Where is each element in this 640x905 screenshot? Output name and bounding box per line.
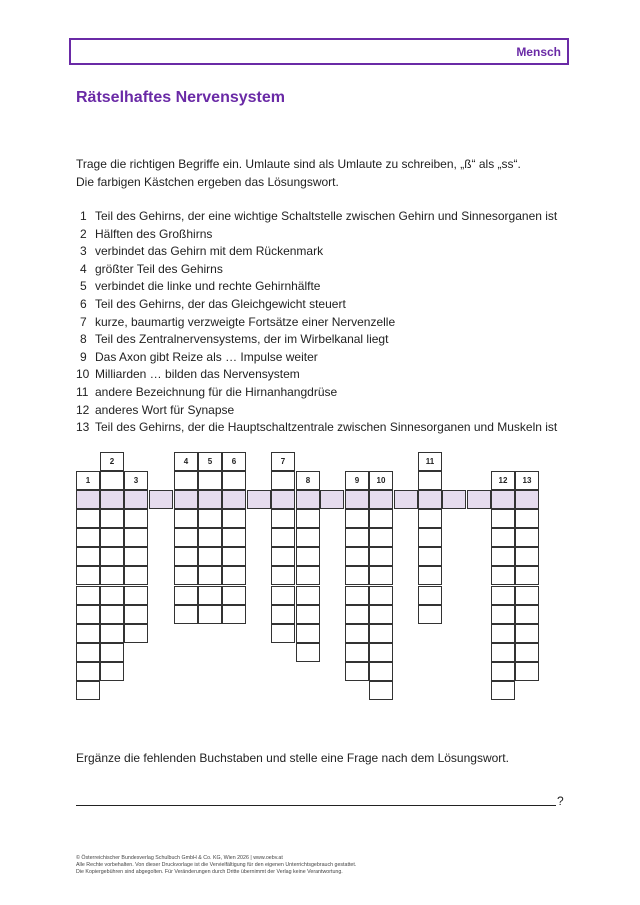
letter-cell[interactable] (369, 528, 393, 547)
clue-item (76, 314, 557, 332)
clue-number: 1 (80, 209, 87, 223)
footer (76, 855, 356, 876)
letter-cell[interactable] (418, 586, 442, 605)
letter-cell[interactable] (418, 605, 442, 624)
solution-cell[interactable] (442, 490, 466, 509)
letter-cell[interactable] (100, 547, 124, 566)
letter-cell[interactable] (491, 662, 515, 681)
letter-cell[interactable] (345, 605, 369, 624)
solution-cell[interactable] (491, 490, 515, 509)
solution-cell[interactable] (418, 490, 442, 509)
letter-cell[interactable] (76, 681, 100, 700)
grid-number-label: 1 (85, 475, 91, 485)
letter-cell[interactable] (491, 643, 515, 662)
letter-cell[interactable] (369, 547, 393, 566)
letter-cell[interactable] (76, 528, 100, 547)
letter-cell[interactable] (345, 643, 369, 662)
letter-cell[interactable] (515, 643, 539, 662)
letter-cell[interactable] (124, 528, 148, 547)
letter-cell[interactable] (515, 509, 539, 528)
clue-number: 2 (80, 226, 87, 241)
letter-cell[interactable] (369, 509, 393, 528)
solution-cell[interactable] (124, 490, 148, 509)
clue-item (76, 208, 557, 226)
letter-cell[interactable] (491, 605, 515, 624)
letter-cell[interactable] (271, 586, 295, 605)
letter-cell[interactable] (491, 509, 515, 528)
letter-cell[interactable] (76, 605, 100, 624)
letter-cell[interactable] (369, 566, 393, 585)
letter-cell[interactable] (198, 547, 222, 566)
letter-cell[interactable] (491, 624, 515, 643)
solution-cell[interactable] (222, 490, 246, 509)
clue-text: kurze, baumartig verzweigte Fortsätze einer Nervenzelle (95, 314, 396, 329)
letter-cell[interactable] (198, 586, 222, 605)
solution-cell[interactable] (198, 490, 222, 509)
letter-cell[interactable] (100, 566, 124, 585)
clue-item (76, 261, 557, 279)
letter-cell[interactable] (76, 586, 100, 605)
grid-number-label: 12 (498, 475, 508, 485)
clue-number: 4 (80, 261, 87, 276)
letter-cell[interactable] (418, 528, 442, 547)
solution-cell[interactable] (76, 490, 100, 509)
letter-cell[interactable] (76, 662, 100, 681)
letter-cell[interactable] (222, 605, 246, 624)
letter-cell[interactable] (100, 586, 124, 605)
letter-cell[interactable] (100, 528, 124, 547)
letter-cell[interactable] (222, 586, 246, 605)
solution-cell[interactable] (100, 490, 124, 509)
clue-number: 10 (76, 367, 90, 382)
footer-line-3: Die Kopiergebühren sind abgegolten. Für Veränderungen durch Dritte übernimmt der Verlag keine Verantwortung. (76, 869, 343, 875)
clue-item (76, 402, 557, 420)
clue-item (76, 366, 557, 384)
clue-number: 13 (76, 420, 90, 435)
letter-cell[interactable] (296, 624, 320, 643)
header-box (69, 38, 569, 65)
solution-cell[interactable] (149, 490, 173, 509)
clue-number: 6 (80, 296, 87, 311)
solution-cell[interactable] (296, 490, 320, 509)
letter-cell[interactable] (296, 547, 320, 566)
letter-cell[interactable] (124, 605, 148, 624)
letter-cell[interactable] (296, 509, 320, 528)
letter-cell[interactable] (345, 566, 369, 585)
clue-number: 5 (80, 279, 87, 294)
letter-cell[interactable] (418, 471, 442, 490)
grid-number-label: 4 (183, 456, 189, 466)
letter-cell[interactable] (100, 471, 124, 490)
letter-cell[interactable] (418, 547, 442, 566)
subject-tag: Mensch (516, 45, 561, 59)
clue-text: Teil des Gehirns, der das Gleichgewicht steuert (95, 296, 346, 311)
solution-cell[interactable] (345, 490, 369, 509)
grid-number-label: 11 (425, 456, 435, 466)
letter-cell[interactable] (345, 586, 369, 605)
solution-cell[interactable] (247, 490, 271, 509)
letter-cell[interactable] (124, 509, 148, 528)
grid-number-label: 5 (207, 456, 213, 466)
letter-cell[interactable] (271, 566, 295, 585)
letter-cell[interactable] (369, 643, 393, 662)
grid-number-label: 7 (280, 456, 286, 466)
letter-cell[interactable] (369, 605, 393, 624)
letter-cell[interactable] (491, 586, 515, 605)
letter-cell[interactable] (369, 624, 393, 643)
clue-number: 7 (80, 314, 87, 329)
letter-cell[interactable] (76, 624, 100, 643)
clue-text: Das Axon gibt Reize als … Impulse weiter (95, 349, 318, 364)
clue-item (76, 296, 557, 314)
letter-cell[interactable] (271, 624, 295, 643)
solution-cell[interactable] (467, 490, 491, 509)
letter-cell[interactable] (174, 566, 198, 585)
letter-cell[interactable] (198, 566, 222, 585)
clue-text: Teil des Gehirns, der die Hauptschaltzentrale zwischen Sinnesorganen und Muskeln ist (95, 420, 558, 435)
letter-cell[interactable] (515, 662, 539, 681)
letter-cell[interactable] (174, 509, 198, 528)
letter-cell[interactable] (515, 586, 539, 605)
clue-text: verbindet das Gehirn mit dem Rückenmark (95, 244, 324, 259)
letter-cell[interactable] (369, 586, 393, 605)
letter-cell[interactable] (515, 528, 539, 547)
clue-text: größter Teil des Gehirns (95, 261, 223, 276)
letter-cell[interactable] (222, 547, 246, 566)
letter-cell[interactable] (222, 528, 246, 547)
letter-cell[interactable] (418, 566, 442, 585)
clue-text: Hälften des Großhirns (95, 226, 213, 241)
letter-cell[interactable] (271, 509, 295, 528)
letter-cell[interactable] (124, 547, 148, 566)
letter-cell[interactable] (296, 566, 320, 585)
letter-cell[interactable] (296, 528, 320, 547)
clue-item (76, 243, 557, 261)
instruction-line-2: Die farbigen Kästchen ergeben das Lösungswort. (76, 175, 339, 189)
clue-item (76, 331, 557, 349)
letter-cell[interactable] (198, 509, 222, 528)
clue-number: 9 (80, 349, 87, 364)
solution-cell[interactable] (369, 490, 393, 509)
answer-line[interactable] (76, 805, 556, 806)
letter-cell[interactable] (515, 605, 539, 624)
clue-item (76, 384, 557, 402)
letter-cell[interactable] (296, 586, 320, 605)
clue-number: 11 (76, 384, 89, 399)
letter-cell[interactable] (100, 605, 124, 624)
letter-cell[interactable] (124, 586, 148, 605)
letter-cell[interactable] (491, 681, 515, 700)
clue-item (76, 226, 557, 244)
solution-cell[interactable] (174, 490, 198, 509)
letter-cell[interactable] (222, 471, 246, 490)
letter-cell[interactable] (296, 643, 320, 662)
letter-cell[interactable] (124, 624, 148, 643)
letter-cell[interactable] (174, 586, 198, 605)
grid-number-label: 3 (133, 475, 139, 485)
footer-line-1: © Österreichischer Bundesverlag Schulbuch GmbH & Co. KG, Wien 2026 | www.oebv.at (76, 855, 283, 861)
clue-number: 12 (76, 402, 90, 417)
grid-number-label: 6 (231, 456, 237, 466)
solution-cell[interactable] (271, 490, 295, 509)
clue-text: Milliarden … bilden das Nervensystem (95, 367, 300, 382)
solution-cell[interactable] (320, 490, 344, 509)
letter-cell[interactable] (76, 643, 100, 662)
letter-cell[interactable] (222, 566, 246, 585)
page-title: Rätselhaftes Nervensystem (76, 89, 285, 106)
letter-cell[interactable] (491, 566, 515, 585)
clue-text: andere Bezeichnung für die Hirnanhangdrüse (95, 384, 338, 399)
letter-cell[interactable] (369, 662, 393, 681)
letter-cell[interactable] (100, 662, 124, 681)
letter-cell[interactable] (76, 547, 100, 566)
letter-cell[interactable] (271, 605, 295, 624)
solution-cell[interactable] (394, 490, 418, 509)
clue-number: 3 (80, 244, 87, 259)
instruction-line-1: Trage die richtigen Begriffe ein. Umlaute sind als Umlaute zu schreiben, „ß“ als „ss“. (76, 157, 521, 171)
letter-cell[interactable] (345, 528, 369, 547)
letter-cell[interactable] (491, 528, 515, 547)
answer-question-mark: ? (557, 794, 564, 808)
letter-cell[interactable] (418, 509, 442, 528)
clue-list (76, 208, 557, 437)
grid-number-label: 10 (376, 475, 386, 485)
clue-item (76, 419, 557, 437)
instructions (76, 155, 521, 191)
letter-cell[interactable] (515, 566, 539, 585)
letter-cell[interactable] (76, 566, 100, 585)
letter-cell[interactable] (222, 509, 246, 528)
letter-cell[interactable] (369, 681, 393, 700)
letter-cell[interactable] (345, 509, 369, 528)
letter-cell[interactable] (100, 643, 124, 662)
grid-number-label: 8 (305, 475, 311, 485)
letter-cell[interactable] (345, 662, 369, 681)
letter-cell[interactable] (100, 509, 124, 528)
letter-cell[interactable] (174, 471, 198, 490)
clue-item (76, 278, 557, 296)
letter-cell[interactable] (198, 471, 222, 490)
letter-cell[interactable] (271, 528, 295, 547)
clue-text: anderes Wort für Synapse (95, 402, 235, 417)
letter-cell[interactable] (100, 624, 124, 643)
letter-cell[interactable] (124, 566, 148, 585)
letter-cell[interactable] (296, 605, 320, 624)
clue-text: Teil des Gehirns, der eine wichtige Schaltstelle zwischen Gehirn und Sinnesorganen ist (95, 209, 558, 223)
clue-text: Teil des Zentralnervensystems, der im Wirbelkanal liegt (95, 332, 389, 347)
clue-item (76, 349, 557, 367)
letter-cell[interactable] (174, 547, 198, 566)
letter-cell[interactable] (174, 605, 198, 624)
grid-number-label: 13 (522, 475, 532, 485)
letter-cell[interactable] (491, 547, 515, 566)
clue-text: verbindet die linke und rechte Gehirnhälfte (95, 279, 321, 294)
letter-cell[interactable] (198, 528, 222, 547)
letter-cell[interactable] (271, 547, 295, 566)
solution-cell[interactable] (515, 490, 539, 509)
letter-cell[interactable] (76, 509, 100, 528)
task-text: Ergänze die fehlenden Buchstaben und stelle eine Frage nach dem Lösungswort. (76, 751, 509, 765)
letter-cell[interactable] (271, 471, 295, 490)
letter-cell[interactable] (515, 547, 539, 566)
letter-cell[interactable] (515, 624, 539, 643)
letter-cell[interactable] (174, 528, 198, 547)
footer-line-2: Alle Rechte vorbehalten. Von dieser Druckvorlage ist die Vervielfältigung für den eigenen Unterrichtsgebrauch gestattet. (76, 862, 357, 868)
letter-cell[interactable] (345, 547, 369, 566)
grid-number-label: 2 (109, 456, 115, 466)
letter-cell[interactable] (198, 605, 222, 624)
grid-number-label: 9 (354, 475, 360, 485)
clue-number: 8 (80, 332, 87, 347)
letter-cell[interactable] (345, 624, 369, 643)
